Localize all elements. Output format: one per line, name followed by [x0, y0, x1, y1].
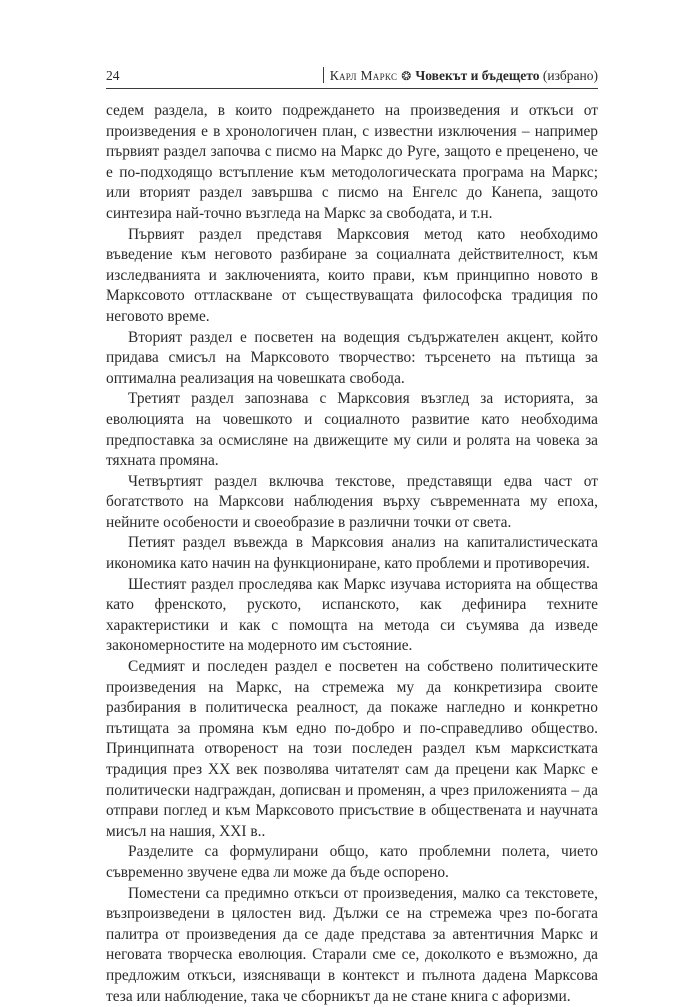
header-divider — [323, 67, 324, 83]
book-title: Човекът и бъдещето — [415, 68, 540, 83]
paragraph: Разделите са формулирани общо, като проблемни полета, чието съвременно звучене едва ли може да бъде оспорено. — [106, 843, 598, 881]
running-header — [106, 64, 598, 89]
paragraph: Вторият раздел е посветен на водещия съдържателен акцент, който придава смисъл на Марксовото творчество: търсенето на пътища за оптимална реализация на човешката свобода. — [106, 328, 598, 387]
paragraph: Шестият раздел проследява как Маркс изучава историята на общества като френското, руското, испанското, как дефинира техните характеристики и как с помощта на метода си съумява да изведе закономерностите на модерното им състояние. — [106, 575, 598, 655]
book-page — [106, 64, 598, 1007]
body-text — [106, 101, 598, 1007]
paragraph: Петият раздел въвежда в Марксовия анализ на капиталистическата икономика като начин на функциониране, като проблеми и противоречия. — [106, 534, 598, 573]
paragraph: Поместени са предимно откъси от произведения, малко са текстовете, възпроизведени в цялостен вид. Дължи се на стремежа чрез по-богата палитра от произведения да се даде представа за автентичния Маркс и неговата творческа еволюция. Старали сме се, доколкото е възможно, да предложим откъси, изясняващи в контекст и пълнота дадена Марксова теза или наблюдение, така че сборникът да не стане книга с афоризми. — [106, 884, 598, 1005]
page-number: 24 — [106, 68, 120, 83]
paragraph: Третият раздел запознава с Марксовия възглед за историята, за еволюцията на човешкото и социалното развитие като необходима предпоставка за осмисляне на движещите му сили и ролята на човека за тяхната промяна. — [106, 390, 598, 470]
flower-ornament-icon: ❂ — [401, 69, 412, 83]
book-subtitle: (избрано) — [542, 68, 598, 83]
paragraph: Първият раздел представя Марксовия метод като необходимо въведение към неговото разбиране за социалната действителност, към изследванията и заключенията, които прави, към принципно новото в Марксовото оттласкване от съществуващата философска традиция по неговото време. — [106, 225, 598, 325]
paragraph: седем раздела, в които подреждането на произведения и откъси от произведения е в хронологичен план, с известни изключения – например първият раздел започва с писмо на Маркс до Руге, защото е преценено, че е по-подходящо встъпление към методологическата програма на Маркс; или вторият раздел завършва с писмо на Енгелс до Канепа, защото синтезира най-точно възгледа на Маркс за свободата, и т.н. — [106, 102, 598, 222]
running-head — [323, 66, 598, 86]
paragraph: Четвъртият раздел включва текстове, представящи едва част от богатството на Марксови наблюдения върху съвременната му епоха, нейните особености и своеобразие в различни точки от света. — [106, 472, 598, 531]
author-name: Карл Маркс — [329, 68, 398, 83]
paragraph: Седмият и последен раздел е посветен на собствено политическите произведения на Маркс, на стремежа му да конкретизира своите разбирания в политическа реалност, да покаже нагледно и конкретно пътищата за промяна към едно по-добро и по-справедливо общество. Принципната отвореност на този последен раздел към марксистката традиция през XX век позволява читателят сам да прецени как Маркс е политически надграждан, дописван и променян, а чрез приложенията – да отправи поглед и към Марксовото присъствие в обществената и научната мисъл на нашия, XXI в.. — [106, 658, 598, 840]
